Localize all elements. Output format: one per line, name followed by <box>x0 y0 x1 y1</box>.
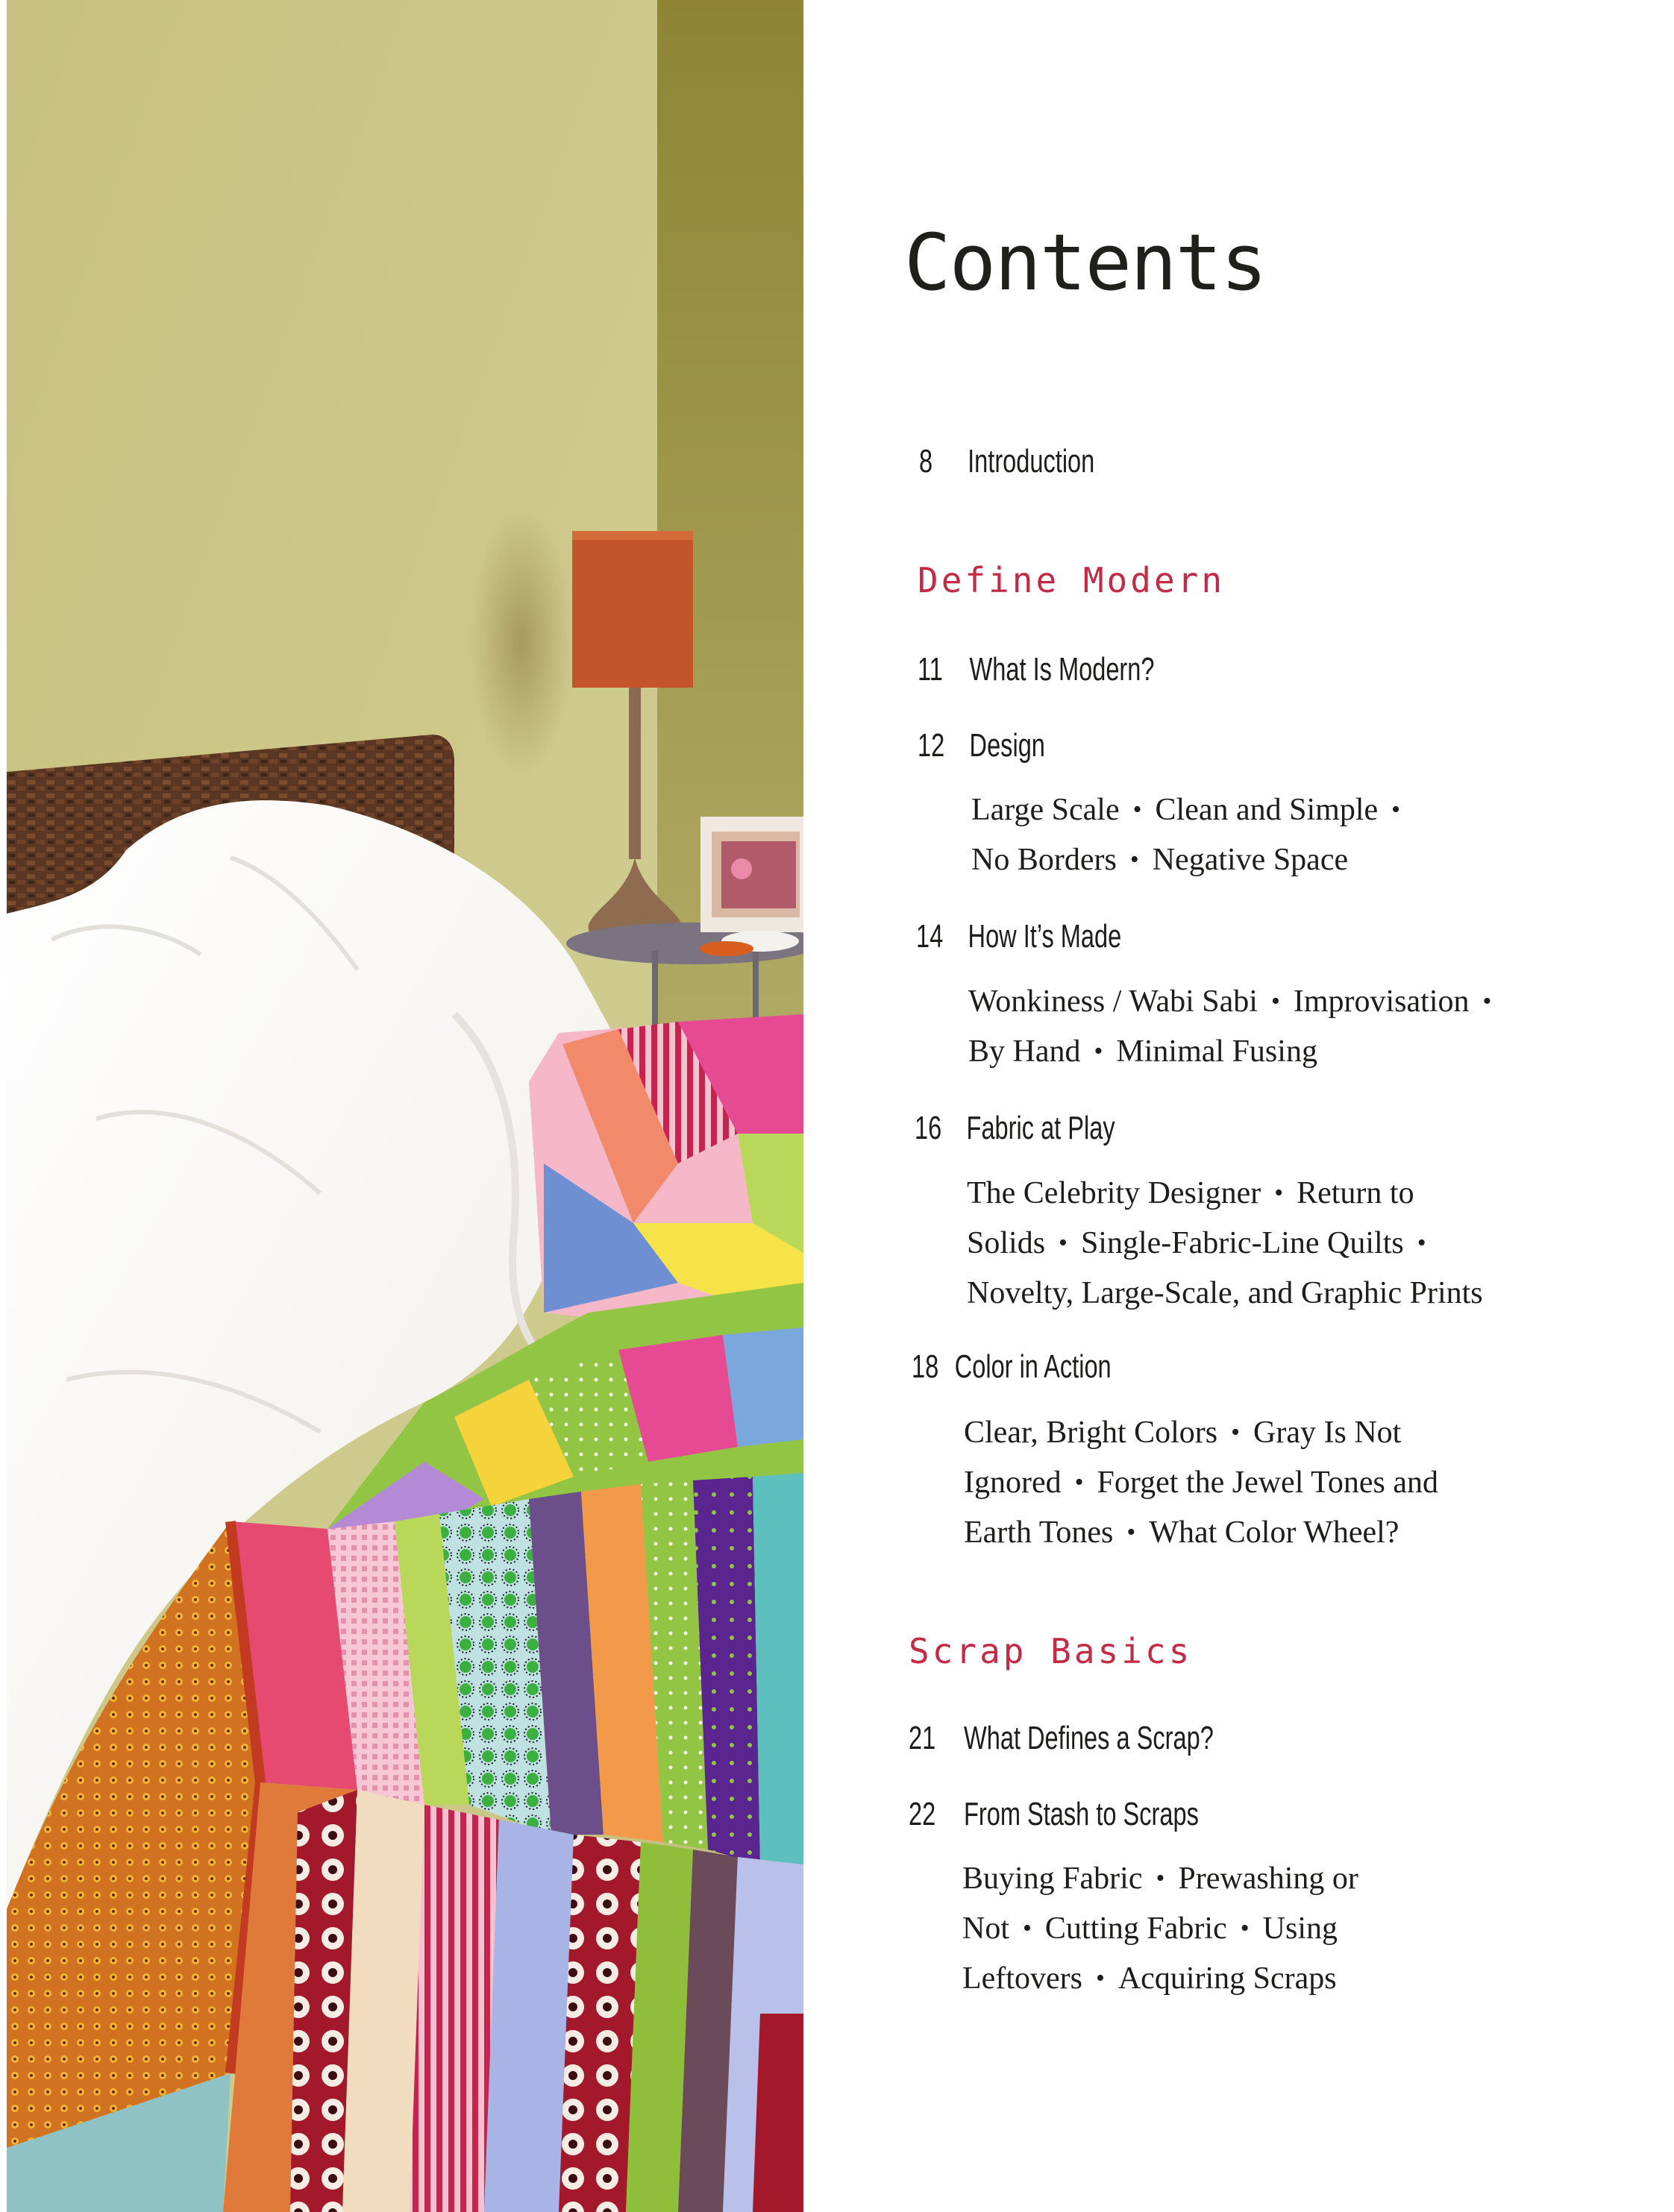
section-heading-scrap-basics: Scrap Basics <box>909 1631 1193 1671</box>
subtopic[interactable]: Using <box>1262 1911 1338 1946</box>
entry-title: From Stash to Scraps <box>964 1796 1199 1832</box>
bullet-icon: • <box>1156 1864 1165 1892</box>
subtopic-line <box>964 1409 1438 1459</box>
bullet-icon: • <box>1270 987 1280 1015</box>
photo-illustration <box>7 0 803 2212</box>
bullet-icon: • <box>1126 1518 1136 1546</box>
subtopic[interactable]: Novelty, Large-Scale, and Graphic Prints <box>967 1276 1483 1310</box>
subtopic[interactable]: Not <box>962 1911 1009 1946</box>
page-number: 16 <box>915 1110 942 1146</box>
page-title: Contents <box>904 217 1266 308</box>
bullet-icon: • <box>1094 1037 1103 1065</box>
subtopic-line <box>962 1955 1358 2005</box>
bullet-icon: • <box>1417 1229 1426 1257</box>
subtopic-line <box>971 786 1414 836</box>
bullet-icon: • <box>1023 1914 1032 1942</box>
subtopic[interactable]: Improvisation <box>1293 984 1470 1019</box>
subtopic[interactable]: Clean and Simple <box>1155 793 1379 827</box>
subtopic[interactable]: Acquiring Scraps <box>1117 1961 1337 1996</box>
subtopic[interactable]: Large Scale <box>971 793 1120 827</box>
subtopic-line <box>967 1219 1483 1269</box>
subtopic[interactable]: Buying Fabric <box>962 1861 1143 1896</box>
subtopics-how-its-made <box>968 978 1505 1078</box>
subtopic[interactable]: By Hand <box>968 1034 1081 1069</box>
subtopic[interactable]: Leftovers <box>962 1961 1082 1996</box>
bullet-icon: • <box>1240 1914 1250 1942</box>
page-number: 21 <box>909 1720 936 1756</box>
entry-title: Introduction <box>968 443 1095 480</box>
toc-entry-what-defines-a-scrap[interactable] <box>909 1722 1214 1755</box>
toc-entry-what-is-modern[interactable] <box>918 653 1154 686</box>
subtopics-from-stash-to-scraps <box>962 1855 1358 2005</box>
bullet-icon: • <box>1132 796 1142 823</box>
bullet-icon: • <box>1095 1964 1105 1992</box>
subtopic-line <box>967 1269 1483 1317</box>
entry-title: How It’s Made <box>968 918 1122 955</box>
subtopic[interactable]: Single-Fabric-Line Quilts <box>1080 1226 1404 1260</box>
toc-entry-from-stash-to-scraps[interactable] <box>909 1798 1199 1831</box>
subtopic[interactable]: Negative Space <box>1152 843 1349 877</box>
toc-entry-design[interactable] <box>918 729 1045 762</box>
toc-entry-fabric-at-play[interactable] <box>915 1112 1115 1145</box>
subtopic[interactable]: Wonkiness / Wabi Sabi <box>968 984 1258 1019</box>
page-number: 11 <box>918 651 943 688</box>
entry-title: Fabric at Play <box>966 1110 1115 1146</box>
section-heading-define-modern: Define Modern <box>918 560 1226 600</box>
page-number: 12 <box>918 727 945 764</box>
subtopics-color-in-action <box>964 1409 1438 1559</box>
subtopic-line <box>968 1028 1505 1078</box>
page-number: 8 <box>919 443 933 480</box>
entry-title: Design <box>969 727 1045 764</box>
subtopic-line <box>967 1169 1483 1219</box>
subtopic[interactable]: Minimal Fusing <box>1116 1034 1317 1069</box>
subtopic[interactable]: Solids <box>967 1226 1046 1260</box>
subtopic[interactable]: Gray Is Not <box>1253 1416 1402 1450</box>
bedroom-quilt-photo <box>7 0 803 2212</box>
bullet-icon: • <box>1074 1468 1084 1496</box>
subtopics-fabric-at-play <box>967 1169 1483 1317</box>
entry-title: What Is Modern? <box>969 651 1155 688</box>
subtopic[interactable]: Return to <box>1297 1176 1414 1210</box>
bullet-icon: • <box>1129 846 1139 873</box>
subtopic[interactable]: The Celebrity Designer <box>967 1176 1261 1210</box>
bullet-icon: • <box>1391 796 1401 823</box>
entry-title: Color in Action <box>954 1348 1112 1385</box>
page-number: 22 <box>909 1796 936 1832</box>
bullet-icon: • <box>1231 1418 1241 1446</box>
subtopic[interactable]: Ignored <box>964 1465 1062 1500</box>
entry-title: What Defines a Scrap? <box>964 1720 1214 1756</box>
bullet-icon: • <box>1482 987 1492 1015</box>
subtopic[interactable]: What Color Wheel? <box>1149 1515 1399 1550</box>
subtopic[interactable]: Forget the Jewel Tones and <box>1097 1465 1438 1500</box>
subtopic-line <box>962 1855 1358 1905</box>
page-number: 14 <box>916 918 944 955</box>
subtopic-line <box>962 1905 1358 1955</box>
subtopics-design <box>971 786 1414 886</box>
subtopic[interactable]: Clear, Bright Colors <box>964 1416 1218 1450</box>
subtopic[interactable]: Cutting Fabric <box>1044 1911 1227 1946</box>
page-number: 18 <box>912 1348 939 1385</box>
toc-entry-color-in-action[interactable] <box>912 1348 1112 1385</box>
bullet-icon: • <box>1059 1229 1068 1257</box>
subtopic-line <box>968 978 1505 1028</box>
subtopic[interactable]: Prewashing or <box>1178 1861 1358 1896</box>
subtopic[interactable]: No Borders <box>971 843 1117 877</box>
subtopic-line <box>964 1509 1438 1559</box>
toc-entry-introduction[interactable] <box>919 445 1094 478</box>
bullet-icon: • <box>1274 1179 1284 1207</box>
toc-entry-how-its-made[interactable] <box>916 920 1121 953</box>
subtopic[interactable]: Earth Tones <box>964 1515 1114 1550</box>
subtopic-line <box>964 1459 1438 1509</box>
subtopic-line <box>971 836 1414 886</box>
